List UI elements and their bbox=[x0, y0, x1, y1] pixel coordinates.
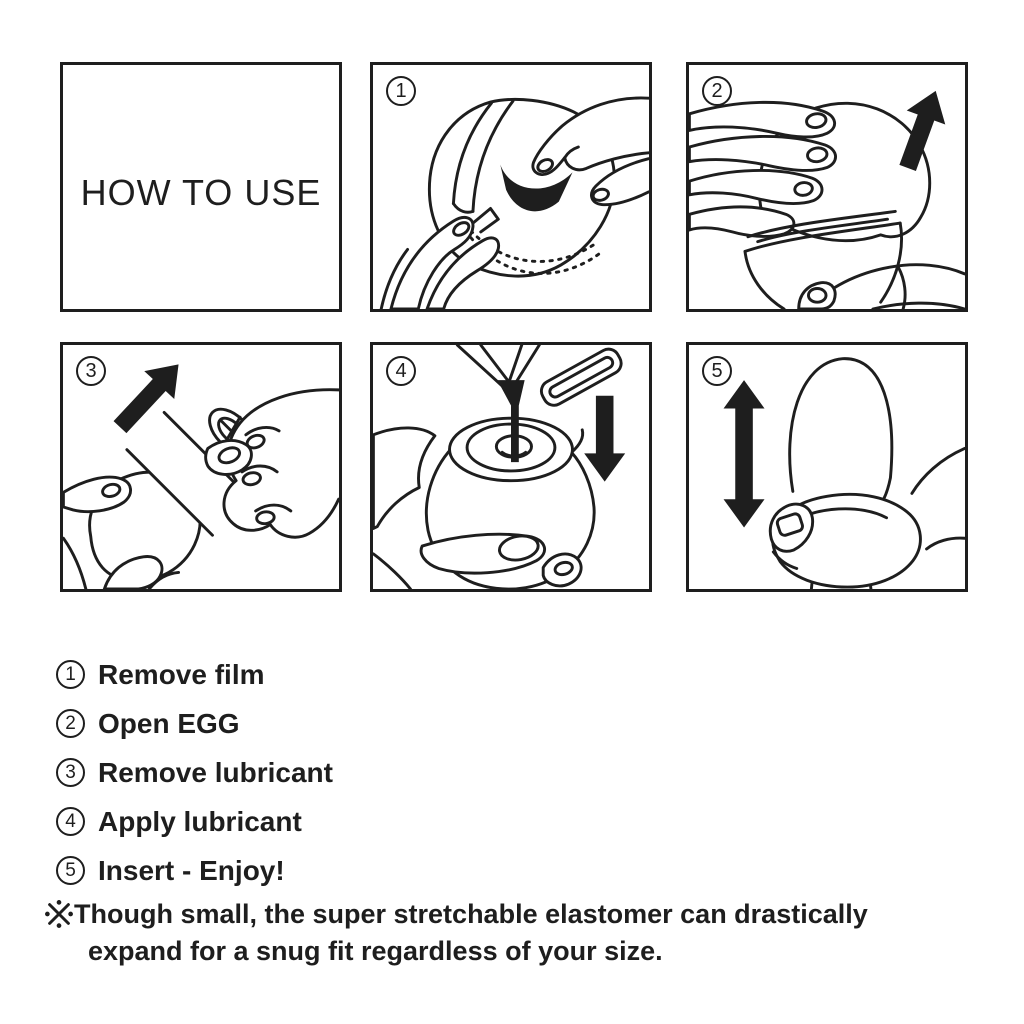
step-label: Open EGG bbox=[98, 707, 240, 739]
step-number-badge: 1 bbox=[56, 660, 85, 689]
step-number-badge: 5 bbox=[56, 856, 85, 885]
panel-remove-lubricant bbox=[60, 342, 342, 592]
step-number-badge: 3 bbox=[56, 758, 85, 787]
illustration-remove-film bbox=[373, 65, 649, 309]
panel-number-badge: 5 bbox=[702, 356, 732, 386]
step-label: Insert - Enjoy! bbox=[98, 854, 285, 886]
panel-number-badge: 3 bbox=[76, 356, 106, 386]
reference-mark-icon bbox=[44, 899, 74, 929]
illustration-apply-lubricant bbox=[373, 345, 649, 589]
panel-remove-film bbox=[370, 62, 652, 312]
step-label: Remove lubricant bbox=[98, 756, 333, 788]
step-label: Remove film bbox=[98, 658, 265, 690]
illustration-remove-lubricant bbox=[63, 345, 339, 589]
illustration-open-egg bbox=[689, 65, 965, 309]
panel-number-badge: 2 bbox=[702, 76, 732, 106]
step-label: Apply lubricant bbox=[98, 805, 302, 837]
illustration-insert-enjoy bbox=[689, 345, 965, 589]
footnote-line1: Though small, the super stretchable elastomer can drastically bbox=[74, 899, 868, 929]
footnote-line2: expand for a snug fit regardless of your size. bbox=[88, 936, 663, 966]
panel-apply-lubricant bbox=[370, 342, 652, 592]
panel-insert-enjoy bbox=[686, 342, 968, 592]
step-list bbox=[56, 650, 333, 895]
step-item bbox=[56, 846, 333, 895]
step-item bbox=[56, 748, 333, 797]
panel-number-badge: 1 bbox=[386, 76, 416, 106]
footnote bbox=[44, 896, 984, 970]
panel-open-egg bbox=[686, 62, 968, 312]
title-panel bbox=[60, 62, 342, 312]
step-number-badge: 4 bbox=[56, 807, 85, 836]
step-number-badge: 2 bbox=[56, 709, 85, 738]
panel-number-badge: 4 bbox=[386, 356, 416, 386]
step-item bbox=[56, 650, 333, 699]
step-item bbox=[56, 699, 333, 748]
step-item bbox=[56, 797, 333, 846]
page-title: HOW TO USE bbox=[80, 172, 322, 213]
